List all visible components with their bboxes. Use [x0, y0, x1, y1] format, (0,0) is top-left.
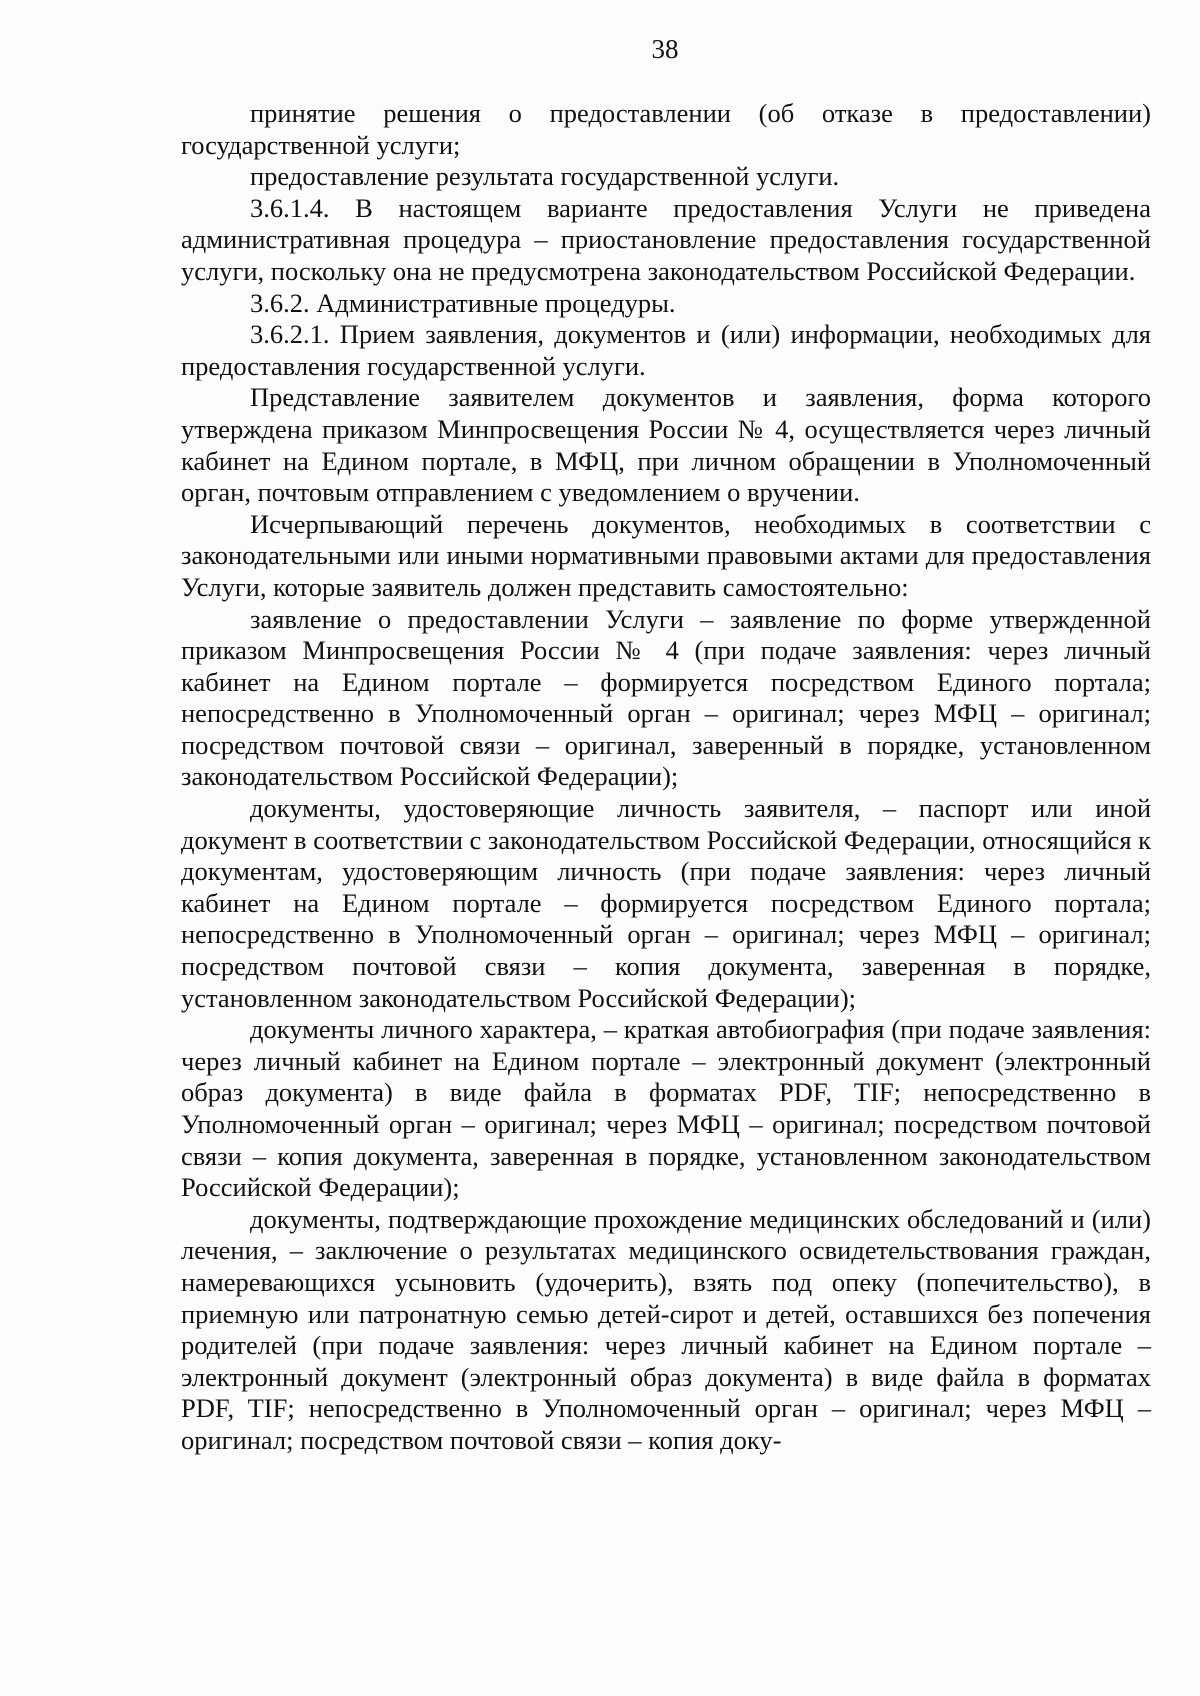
paragraph-6: Представление заявителем документов и заявления, форма которого утверждена приказом Минпросвещения России № 4, осуществляется через личный кабинет на Едином портале, в МФЦ, при личном обращении в Уполномоченный орган, почтовым отправлением с уведомлением о вручении. — [181, 382, 1151, 508]
paragraph-1: принятие решения о предоставлении (об отказе в предоставлении) государственной услуги; — [181, 98, 1151, 160]
paragraph-2: предоставление результата государственной услуги. — [250, 161, 840, 192]
paragraph-4: 3.6.2. Административные процедуры. — [250, 287, 676, 318]
page-number: 38 — [651, 34, 679, 64]
paragraph-5: 3.6.2.1. Прием заявления, документов и (или) информации, необходимых для предоставления государственной услуги. — [181, 319, 1151, 381]
paragraph-7: Исчерпывающий перечень документов, необходимых в соответствии с законодательными или иными нормативными правовыми актами для предоставления Услуги, которые заявитель должен представить самостоятельно: — [181, 508, 1151, 602]
body-text — [181, 98, 1151, 1457]
paragraph-9: документы, удостоверяющие личность заявителя, – паспорт или иной документ в соответствии с законодательством Российской Федерации, относящийся к документам, удостоверяющим личность (при подаче заявления: через личный кабинет на Едином портале – формируется посредством Единого портала; непосредственно в Уполномоченный орган – оригинал; через МФЦ – оригинал; посредством почтовой связи – копия документа, заверенная в порядке, установленном законодательством Российской Федерации); — [181, 793, 1152, 1013]
paragraph-11: документы, подтверждающие прохождение медицинских обследований и (или) лечения, – заключение о результатах медицинского освидетельствования граждан, намеревающихся усыновить (удочерить), взять под опеку (попечительство), в приемную или патронатную семью детей-сирот и детей, оставшихся без попечения родителей (при подаче заявления: через личный кабинет на Едином портале – электронный документ (электронный образ документа) в виде файла в форматах PDF, TIF; непосредственно в Уполномоченный орган – оригинал; через МФЦ – оригинал; посредством почтовой связи – копия доку- — [181, 1203, 1151, 1455]
paragraph-3: 3.6.1.4. В настоящем варианте предоставления Услуги не приведена административная процедура – приостановление предоставления государственной услуги, поскольку она не предусмотрена законодательством Российской Федерации. — [181, 192, 1151, 286]
paragraph-10: документы личного характера, – краткая автобиография (при подаче заявления: через личный кабинет на Едином портале – электронный документ (электронный образ документа) в виде файла в форматах PDF, TIF; непосредственно в Уполномоченный орган – оригинал; через МФЦ – оригинал; посредством почтовой связи – копия документа, заверенная в порядке, установленном законодательством Российской Федерации); — [181, 1014, 1151, 1203]
paragraph-8: заявление о предоставлении Услуги – заявление по форме утвержденной приказом Минпросвещения России № 4 (при подаче заявления: через личный кабинет на Едином портале – формируется посредством Единого портала; непосредственно в Уполномоченный орган – оригинал; через МФЦ – оригинал; посредством почтовой связи – оригинал, заверенный в порядке, установленном законодательством Российской Федерации); — [181, 603, 1151, 792]
